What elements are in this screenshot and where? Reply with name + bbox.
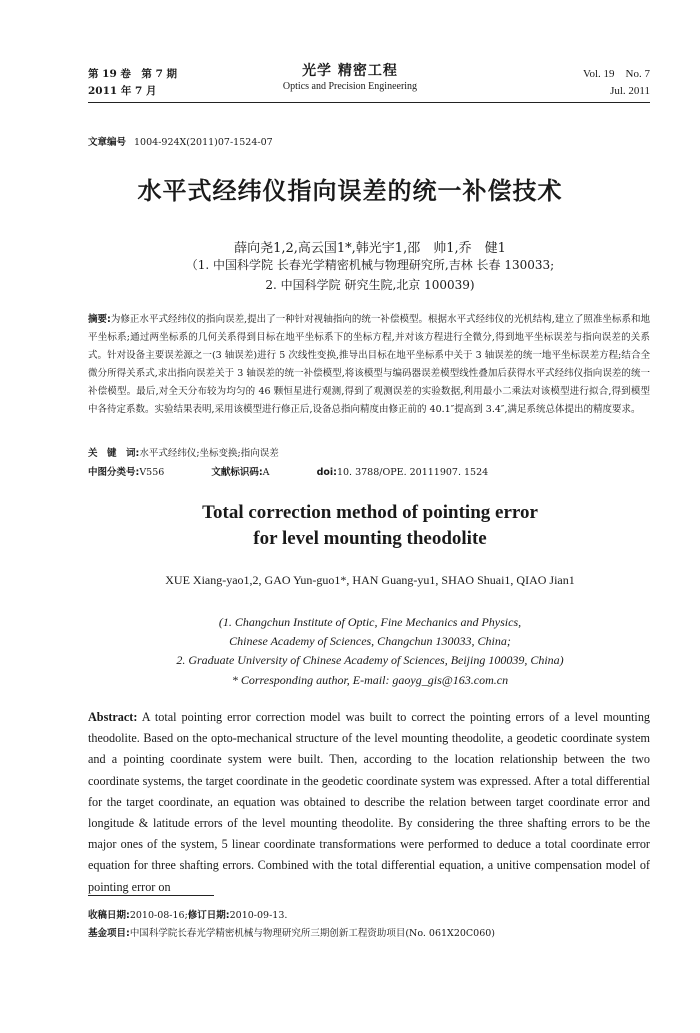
- journal-name: [250, 62, 450, 94]
- clc-label: 中图分类号:: [88, 467, 140, 478]
- doi-value: 10. 3788/OPE. 20111907. 1524: [336, 467, 489, 478]
- doi-label: doi:: [316, 467, 337, 478]
- received-date: 2010-08-16;: [129, 910, 188, 921]
- cn-abstract-label: 摘要:: [88, 314, 111, 325]
- cn-keywords-label: 关 键 词:: [88, 448, 140, 459]
- revised-label: 修订日期:: [187, 910, 230, 921]
- en-affiliation-1: (1. Changchun Institute of Optic, Fine Mechanics and Physics,: [218, 615, 522, 629]
- date-en: Jul. 2011: [610, 85, 650, 97]
- article-number-value: 1004-924X(2011)07-1524-07: [134, 137, 273, 148]
- en-title: [0, 500, 700, 552]
- cn-abstract: [88, 311, 650, 419]
- en-abstract-text: A total pointing error correction model was built to correct the pointing errors of a level mounting theodolite. Based on the opto-mechanical structure of the level mounting theodolite, a geodetic coordinate system and a pointing coordinate system were built. Then, according to the location relationship between the two coordinate systems, the target coordinate in the geodetic coordinate system was expressed. After a total differential for the target coordinate, an equation was obtained to describe the relation between target coordinate error and longitude & latitude errors of the level mounting theodolite. By considering the three shafting errors to be the major ones of the system, 5 linear coordinate transformations were performed to deduce a total coordinate error equation for three shafting errors. Combined with the total differential equation, a unitive compensation model of pointing error on: [88, 710, 651, 894]
- en-authors: XUE Xiang-yao1,2, GAO Yun-guo1*, HAN Guang-yu1, SHAO Shuai1, QIAO Jian1: [165, 573, 575, 587]
- corresponding-author: * Corresponding author, E-mail: gaoyg_gis@163.com.cn: [231, 673, 509, 687]
- cn-authors: 薛向尧1,2,高云国1*,韩光宇1,邵 帅1,乔 健1: [234, 241, 506, 256]
- doc-code-label: 文献标识码:: [211, 467, 263, 478]
- cn-title: 水平式经纬仪指向误差的统一补偿技术: [137, 177, 563, 205]
- fund-text: 中国科学院长春光学精密机械与物理研究所三期创新工程资助项目(No. 061X20C060): [129, 928, 496, 939]
- article-number: [88, 134, 273, 148]
- revised-date: 2010-09-13.: [229, 910, 288, 921]
- cn-abstract-text: 为修正水平式经纬仪的指向误差,提出了一种针对视轴指向的统一补偿模型。根据水平式经纬仪的光机结构,建立了照准坐标系和地平坐标系;通过两坐标系的几何关系得到目标在地平坐标系下的坐标方程,并对该方程进行全微分,得到地平坐标误差与指向误差的关系式。针对设备主要误差源之一(3 轴误差)进行 5 次线性变换,推导出目标在地平坐标系中关于 3 轴误差的统一地平坐标误差方程;结合全微分所得关系式,求出指向误差关于 3 轴误差的统一补偿模型,将该模型与编码器误差模型线性叠加后获得水平式经纬仪指向误差的统一补偿模型。最后,对全天分布较为均匀的 46 颗恒星进行观测,得到了观测误差的实验数据,利用最小二乘法对该模型进行拟合,得到模型中各待定系数。实验结果表明,采用该模型进行修正后,设备总指向精度由修正前的 40.1″提高到 3.4″,满足系统总体提出的精度要求。: [88, 314, 650, 415]
- footnote-fund: [88, 925, 495, 939]
- header-right: [583, 66, 650, 100]
- journal-en: Optics and Precision Engineering: [282, 81, 418, 92]
- header-rule: [88, 102, 650, 103]
- en-abstract: [88, 707, 650, 898]
- header-left: [88, 66, 177, 100]
- clc-value: V556: [139, 467, 165, 478]
- volume-cn: 第 19 卷 第 7 期: [88, 68, 178, 80]
- article-number-label: 文章编号: [88, 137, 127, 148]
- cn-affiliation-1: （1. 中国科学院 长春光学精密机械与物理研究所,吉林 长春 130033;: [185, 258, 555, 272]
- date-cn: 2011 年 7 月: [88, 85, 157, 97]
- journal-cn: 光学 精密工程: [302, 63, 398, 79]
- footnote-rule: [88, 895, 214, 896]
- doc-code-value: A: [262, 467, 270, 478]
- en-affiliation-2: Chinese Academy of Sciences, Changchun 130033, China;: [229, 634, 511, 648]
- cn-keywords: [88, 445, 279, 459]
- volume-en: Vol. 19 No. 7: [582, 68, 650, 80]
- received-label: 收稿日期:: [88, 910, 130, 921]
- cn-keywords-text: 水平式经纬仪;坐标变换;指向误差: [139, 448, 279, 459]
- fund-label: 基金项目:: [88, 928, 130, 939]
- en-title-line-1: Total correction method of pointing error: [202, 502, 538, 523]
- footnote-dates: [88, 907, 287, 921]
- classification-line: [88, 464, 532, 478]
- cn-affiliation-2: 2. 中国科学院 研究生院,北京 100039): [265, 278, 475, 292]
- en-affiliation-3: 2. Graduate University of Chinese Academy of Sciences, Beijing 100039, China): [176, 653, 564, 667]
- en-abstract-label: Abstract:: [88, 710, 138, 724]
- en-title-line-2: for level mounting theodolite: [253, 528, 487, 549]
